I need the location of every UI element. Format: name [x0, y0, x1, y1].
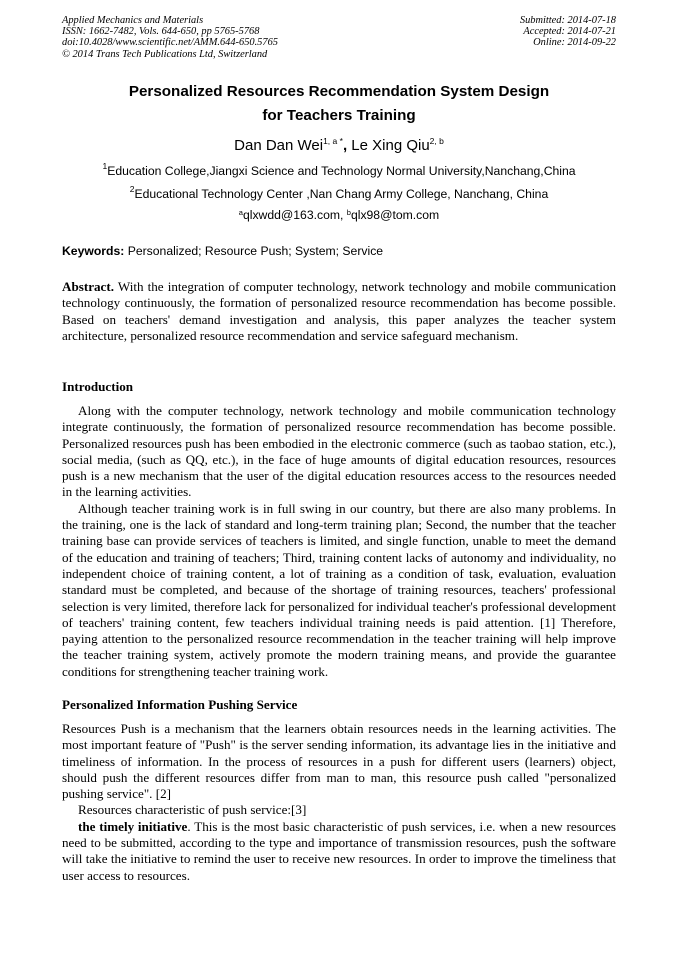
online-date: Online: 2014-09-22 — [533, 37, 616, 49]
journal-name: Applied Mechanics and Materials — [62, 15, 204, 26]
timely-initiative-text: . This is the most basic characteristic of push services, i.e. when a new resources need to be submitted, according to the type and importance of transmission resources, push the software will take the initiative to remind the user to receive new resources. In order to improve the timeliness that user access to resources. — [62, 818, 616, 883]
title-line-1: Personalized Resources Recommendation System Design — [128, 83, 550, 100]
pushing-service-paragraph-2: Resources characteristic of push service:[3] — [78, 802, 307, 818]
email-a: qlxwdd@163.com, — [242, 208, 347, 222]
abstract-text: With the integration of computer technology, network technology and mobile communication technology continuously, the formation of personalized resource recommendation has become possible. Based on teachers' demand investigation and analysis, this paper analyzes the teacher system architecture, personalized resource recommendation and service safeguard mechanism. — [62, 279, 616, 343]
author-1-name: Dan Dan Wei — [234, 137, 324, 154]
introduction-paragraph-2: Although teacher training work is in full swing in our country, but there are also many problems. In the training, one is the lack of standard and long-term training plan; Second, the number that the teacher training base can provide services of teachers is limited, and single function, unable to meet the demand of the education and training of teachers; Third, training content lacks of autonomy and individuality, no independent choice of training content, a lot of training as a condition of task, evaluation, evaluation standard must be completed, and because of the shortage of training resources, teachers' professional selection is very limited, therefore lack for personalized for individual teacher's professional development of teachers' training content, few teachers individual training needs is paid attention. [1] Therefore, paying attention to the personalized resource recommendation in the teacher training will help improve the teacher training system, actively promote the modern training means, and provide the guarantee conditions for strengthening teacher training work. — [62, 500, 616, 679]
introduction-body — [62, 403, 616, 680]
pushing-service-heading: Personalized Information Pushing Service — [62, 697, 298, 712]
author-emails — [0, 207, 678, 223]
keywords-label: Keywords: — [62, 244, 125, 258]
introduction-heading: Introduction — [62, 379, 134, 394]
author-separator: , — [342, 137, 352, 154]
affiliation-2-marker: 2 — [129, 184, 135, 194]
affiliation-1-marker: 1 — [102, 161, 108, 171]
submitted-date: Submitted: 2014-07-18 — [519, 15, 616, 26]
introduction-paragraph-1: Along with the computer technology, network technology and mobile communication technology integrate continuously, the formation of personalized resource recommendation has become possible. Personalized resources push has been embodied in the electronic commerce (such as taobao station, etc.), social media, (such as QQ, etc.), in the face of huge amounts of digital education resources, resources push is a new mechanism that the user of the digital education resources access to the resources needed in the learning activities. — [62, 403, 616, 500]
publication-dates — [520, 15, 616, 49]
journal-issn: ISSN: 1662-7482, Vols. 644-650, pp 5765-5768 — [62, 26, 260, 38]
author-2-name: Le Xing Qiu — [351, 137, 430, 154]
author-1-affiliation-marker: 1, a * — [323, 136, 343, 146]
pushing-service-body — [62, 721, 616, 884]
keywords-text: Personalized; Resource Push; System; Service — [124, 244, 384, 258]
email-a-marker: a — [238, 208, 243, 217]
timely-initiative-term: the timely initiative — [78, 818, 188, 834]
abstract — [62, 279, 616, 344]
journal-doi: doi:10.4028/www.scientific.net/AMM.644-650.5765 — [62, 37, 278, 49]
title-line-2: for Teachers Training — [262, 107, 416, 124]
affiliation-1 — [0, 163, 678, 179]
email-b-marker: b — [346, 208, 351, 217]
accepted-date: Accepted: 2014-07-21 — [523, 26, 616, 38]
affiliation-2-text: Educational Technology Center ,Nan Chang Army College, Nanchang, China — [134, 187, 549, 201]
pushing-service-paragraph-1: Resources Push is a mechanism that the learners obtain resources needs in the learning activities. The most important feature of "Push" is the server sending information, its advantage lies in the initiative and timeliness of information. In the process of resources in a push for different users (learners) object, should push the different resources differ from man to man, this resource push called "personalized pushing service". [2] — [62, 721, 616, 802]
author-list — [0, 136, 678, 156]
affiliation-2 — [0, 186, 678, 202]
affiliation-1-text: Education College,Jiangxi Science and Technology Normal University,Nanchang,China — [107, 164, 576, 178]
pushing-service-paragraph-3 — [62, 819, 616, 884]
paper-title — [0, 80, 678, 128]
email-b: qlx98@tom.com — [350, 208, 440, 222]
journal-copyright: © 2014 Trans Tech Publications Ltd, Switzerland — [62, 48, 268, 60]
abstract-paragraph — [62, 279, 616, 344]
keywords — [62, 243, 616, 259]
journal-header — [62, 15, 278, 60]
author-2-affiliation-marker: 2, b — [429, 136, 444, 146]
abstract-label: Abstract. — [62, 279, 114, 294]
